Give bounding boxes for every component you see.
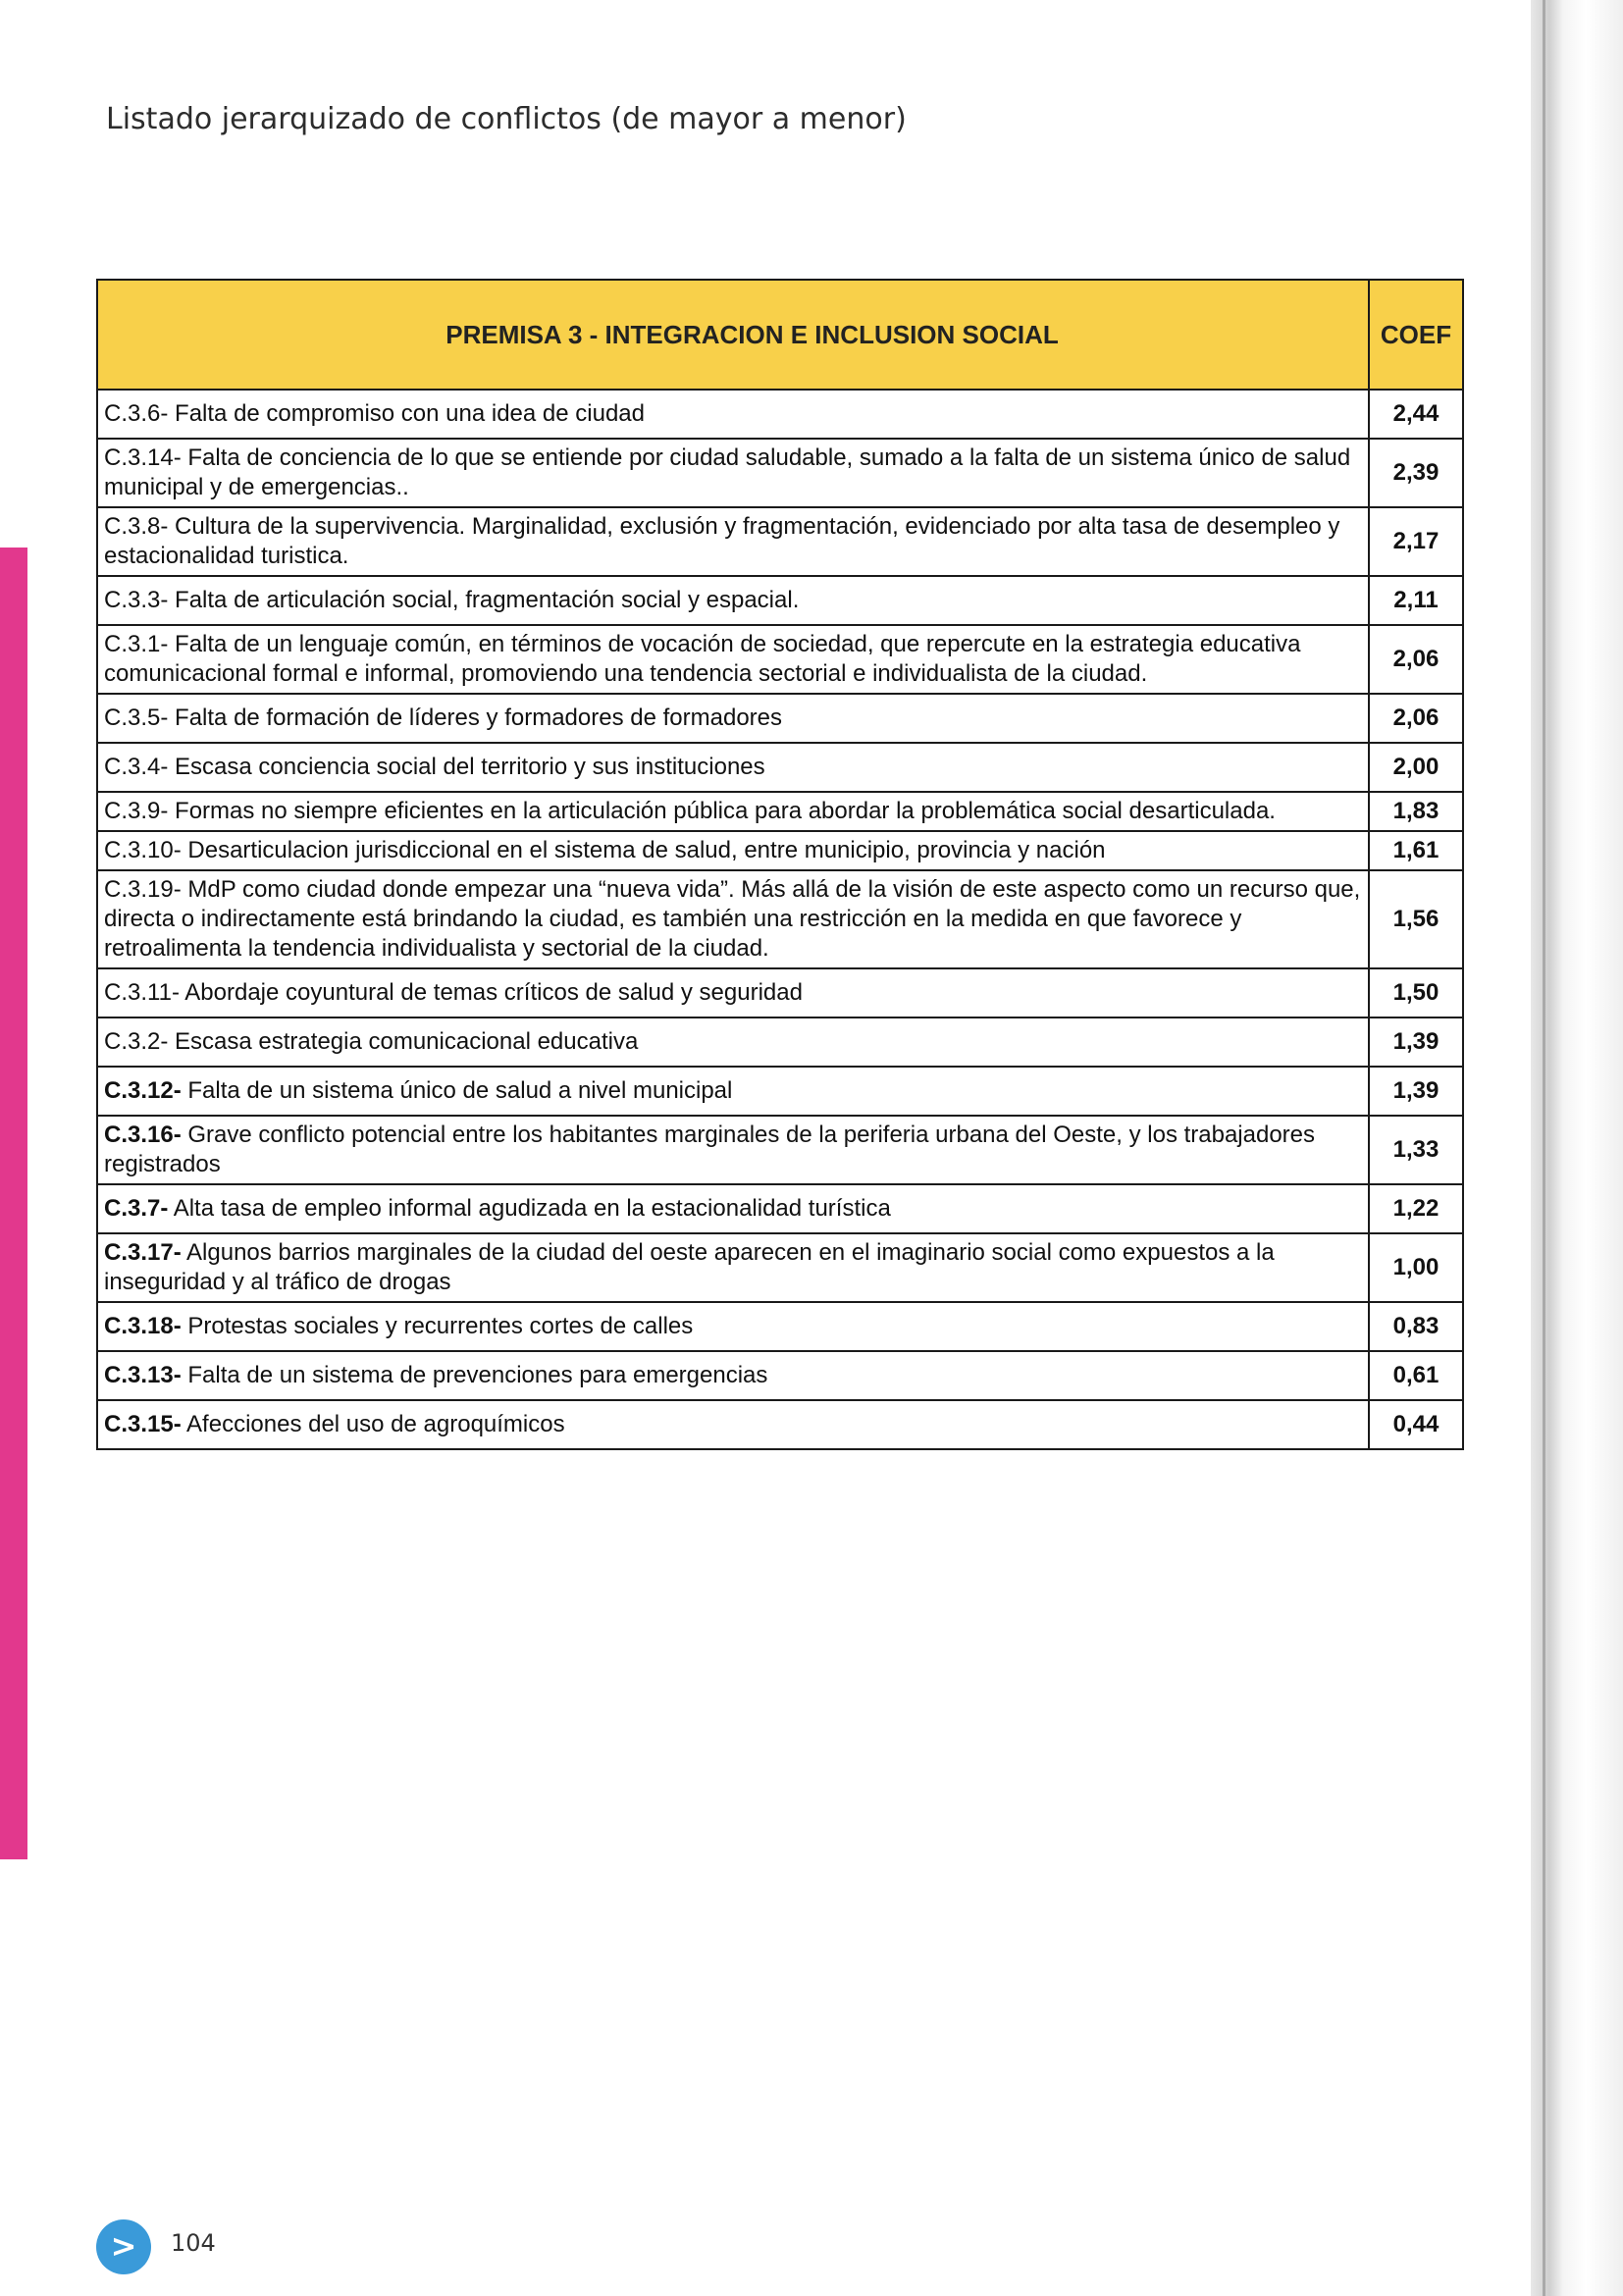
- conflict-code-separator: -: [160, 631, 176, 657]
- coef-value: 1,61: [1369, 831, 1463, 870]
- next-page-icon[interactable]: >: [96, 2219, 151, 2274]
- conflict-text: Protestas sociales y recurrentes cortes de calles: [187, 1313, 694, 1339]
- conflict-text: Falta de conciencia de lo que se entiende por ciudad saludable, sumado a la falta de un sistema único de salud municipal y de emergencias..: [104, 444, 1351, 500]
- conflict-text: Cultura de la supervivencia. Marginalidad, exclusión y fragmentación, evidenciado por alta tasa de desempleo y estacionalidad turistica.: [104, 513, 1340, 569]
- conflict-text: Grave conflicto potencial entre los habitantes marginales de la periferia urbana del Oeste, y los trabajadores registrados: [104, 1122, 1316, 1177]
- page-edge: [1531, 0, 1623, 2296]
- coef-value: 2,17: [1369, 507, 1463, 576]
- conflict-text: MdP como ciudad donde empezar una “nueva vida”. Más allá de la visión de este aspecto como un recurso que, directa o indirectamente está brindando la ciudad, es también una restricción en la medida en que favorece y retroalimenta la tendencia individualista y sectorial de la ciudad.: [104, 876, 1361, 962]
- conflict-code-separator: -: [160, 513, 176, 540]
- coef-value: 0,44: [1369, 1400, 1463, 1449]
- table-row: [97, 694, 1463, 743]
- conflict-code-separator: -: [171, 979, 185, 1006]
- conflict-code-separator: -: [160, 400, 176, 427]
- coef-value: 2,39: [1369, 439, 1463, 507]
- conflict-description: [97, 625, 1369, 694]
- conflict-code-separator: -: [160, 798, 176, 824]
- conflict-code: C.3.2: [104, 1028, 161, 1055]
- conflict-code: C.3.18-: [104, 1313, 182, 1339]
- table-body: [97, 390, 1463, 1449]
- table-row: [97, 1302, 1463, 1351]
- coef-value: 1,83: [1369, 792, 1463, 831]
- table-row: [97, 870, 1463, 968]
- conflict-description: [97, 1116, 1369, 1184]
- table-row: [97, 390, 1463, 439]
- conflict-description: [97, 743, 1369, 792]
- conflict-code: C.3.3: [104, 587, 161, 613]
- table-row: [97, 1018, 1463, 1067]
- coef-value: 1,33: [1369, 1116, 1463, 1184]
- conflict-code-separator: -: [173, 444, 188, 471]
- table-row: [97, 1351, 1463, 1400]
- conflict-code-separator: -: [173, 876, 188, 903]
- conflict-text: Falta de un sistema de prevenciones para emergencias: [187, 1362, 768, 1388]
- page-title: Listado jerarquizado de conflictos (de mayor a menor): [106, 102, 907, 136]
- conflict-text: Abordaje coyuntural de temas críticos de salud y seguridad: [184, 979, 803, 1006]
- conflict-code: C.3.9: [104, 798, 161, 824]
- table-row: [97, 1400, 1463, 1449]
- conflict-text: Escasa conciencia social del territorio y sus instituciones: [175, 754, 765, 780]
- conflict-text: Falta de articulación social, fragmentación social y espacial.: [175, 587, 800, 613]
- conflict-description: [97, 694, 1369, 743]
- conflict-code: C.3.12-: [104, 1077, 182, 1104]
- coef-value: 0,83: [1369, 1302, 1463, 1351]
- conflict-code-separator: -: [160, 704, 176, 731]
- coef-value: 0,61: [1369, 1351, 1463, 1400]
- conflict-description: [97, 1302, 1369, 1351]
- conflict-code-separator: -: [160, 587, 176, 613]
- conflict-code: C.3.16-: [104, 1122, 182, 1148]
- conflict-text: Falta de formación de líderes y formadores de formadores: [175, 704, 783, 731]
- conflict-description: [97, 390, 1369, 439]
- table-row: [97, 1067, 1463, 1116]
- conflict-code: C.3.5: [104, 704, 161, 731]
- conflict-text: Escasa estrategia comunicacional educativa: [175, 1028, 639, 1055]
- conflict-code: C.3.10: [104, 837, 174, 863]
- conflict-description: [97, 792, 1369, 831]
- conflict-description: [97, 507, 1369, 576]
- conflict-code-separator: -: [173, 837, 188, 863]
- table-header-row: [97, 280, 1463, 390]
- table-row: [97, 1116, 1463, 1184]
- conflict-code: C.3.11: [104, 979, 172, 1006]
- table-row: [97, 831, 1463, 870]
- conflict-code: C.3.17-: [104, 1239, 182, 1266]
- conflict-description: [97, 870, 1369, 968]
- coef-value: 1,39: [1369, 1018, 1463, 1067]
- table-row: [97, 743, 1463, 792]
- table-row: [97, 625, 1463, 694]
- table-row: [97, 439, 1463, 507]
- conflict-description: [97, 1400, 1369, 1449]
- conflict-code: C.3.4: [104, 754, 161, 780]
- conflict-description: [97, 439, 1369, 507]
- page-number: 104: [171, 2229, 216, 2257]
- coef-value: 2,11: [1369, 576, 1463, 625]
- conflict-text: Desarticulacion jurisdiccional en el sistema de salud, entre municipio, provincia y nación: [187, 837, 1106, 863]
- conflict-code: C.3.7-: [104, 1195, 169, 1222]
- coef-value: 2,00: [1369, 743, 1463, 792]
- conflict-text: Algunos barrios marginales de la ciudad del oeste aparecen en el imaginario social como expuestos a la inseguridad y al tráfico de drogas: [104, 1239, 1275, 1295]
- table-row: [97, 507, 1463, 576]
- conflict-description: [97, 1184, 1369, 1233]
- conflict-code: C.3.1: [104, 631, 161, 657]
- conflict-description: [97, 1233, 1369, 1302]
- table-row: [97, 1233, 1463, 1302]
- side-color-tab: [0, 548, 27, 1859]
- table-row: [97, 968, 1463, 1018]
- conflict-text: Formas no siempre eficientes en la articulación pública para abordar la problemática social desarticulada.: [175, 798, 1276, 824]
- conflict-text: Falta de un sistema único de salud a nivel municipal: [187, 1077, 733, 1104]
- coef-value: 2,06: [1369, 694, 1463, 743]
- conflict-code: C.3.8: [104, 513, 161, 540]
- conflict-description: [97, 1018, 1369, 1067]
- conflict-code: C.3.14: [104, 444, 174, 471]
- conflict-text: Afecciones del uso de agroquímicos: [186, 1411, 565, 1437]
- conflict-description: [97, 831, 1369, 870]
- coef-value: 1,39: [1369, 1067, 1463, 1116]
- coef-value: 1,50: [1369, 968, 1463, 1018]
- conflict-code: C.3.6: [104, 400, 161, 427]
- conflict-code: C.3.13-: [104, 1362, 182, 1388]
- conflict-code: C.3.15-: [104, 1411, 182, 1437]
- coef-value: 2,06: [1369, 625, 1463, 694]
- conflict-code-separator: -: [160, 754, 176, 780]
- premise-header: PREMISA 3 - INTEGRACION E INCLUSION SOCIAL: [97, 280, 1369, 390]
- conflict-text: Alta tasa de empleo informal agudizada en la estacionalidad turística: [173, 1195, 891, 1222]
- conflict-description: [97, 968, 1369, 1018]
- coef-value: 1,00: [1369, 1233, 1463, 1302]
- conflict-code: C.3.19: [104, 876, 174, 903]
- conflict-description: [97, 576, 1369, 625]
- coef-value: 2,44: [1369, 390, 1463, 439]
- coef-value: 1,22: [1369, 1184, 1463, 1233]
- coef-header: COEF: [1369, 280, 1463, 390]
- conflict-text: Falta de compromiso con una idea de ciudad: [175, 400, 646, 427]
- conflict-text: Falta de un lenguaje común, en términos de vocación de sociedad, que repercute en la estrategia educativa comunicacional formal e informal, promoviendo una tendencia sectorial e individualista de la ciudad.: [104, 631, 1301, 687]
- table-row: [97, 1184, 1463, 1233]
- conflicts-table: [96, 279, 1464, 1450]
- table-row: [97, 576, 1463, 625]
- conflict-description: [97, 1067, 1369, 1116]
- table-row: [97, 792, 1463, 831]
- conflict-description: [97, 1351, 1369, 1400]
- conflict-code-separator: -: [160, 1028, 176, 1055]
- coef-value: 1,56: [1369, 870, 1463, 968]
